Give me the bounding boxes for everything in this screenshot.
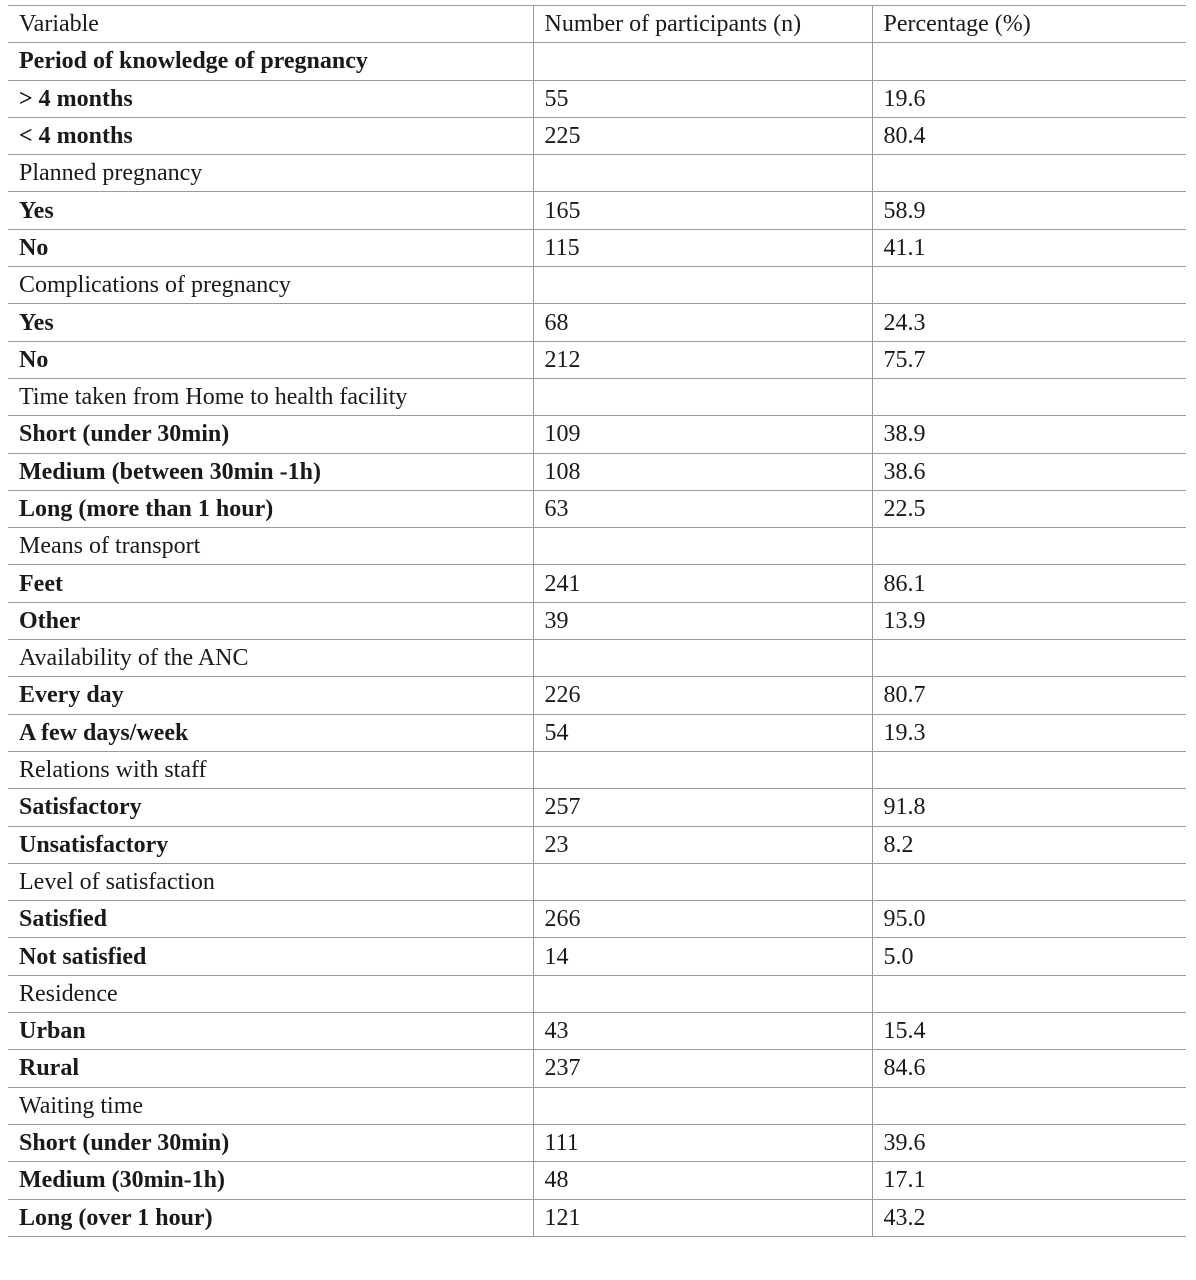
table-section-row: [8, 43, 1186, 80]
cell-number: [533, 378, 872, 415]
cell-percentage: [872, 267, 1186, 304]
table-section-row: [8, 267, 1186, 304]
cell-number: 257: [533, 789, 872, 826]
cell-variable: Medium (between 30min -1h): [8, 453, 533, 490]
table-row: [8, 1199, 1186, 1236]
cell-variable: Short (under 30min): [8, 416, 533, 453]
cell-number: 115: [533, 229, 872, 266]
cell-percentage: 38.6: [872, 453, 1186, 490]
header-percentage: Percentage (%): [872, 6, 1186, 43]
cell-percentage: 43.2: [872, 1199, 1186, 1236]
cell-percentage: 58.9: [872, 192, 1186, 229]
cell-number: [533, 751, 872, 788]
cell-variable: Complications of pregnancy: [8, 267, 533, 304]
cell-variable: A few days/week: [8, 714, 533, 751]
cell-number: [533, 155, 872, 192]
cell-variable: No: [8, 341, 533, 378]
cell-percentage: 24.3: [872, 304, 1186, 341]
cell-variable: Relations with staff: [8, 751, 533, 788]
table-row: [8, 714, 1186, 751]
cell-variable: Waiting time: [8, 1087, 533, 1124]
cell-number: 39: [533, 602, 872, 639]
cell-percentage: 86.1: [872, 565, 1186, 602]
table-row: [8, 938, 1186, 975]
table-section-row: [8, 751, 1186, 788]
table-row: [8, 677, 1186, 714]
cell-number: 212: [533, 341, 872, 378]
cell-percentage: 5.0: [872, 938, 1186, 975]
cell-number: 121: [533, 1199, 872, 1236]
cell-number: [533, 43, 872, 80]
cell-number: 165: [533, 192, 872, 229]
cell-percentage: 17.1: [872, 1162, 1186, 1199]
table-row: [8, 416, 1186, 453]
cell-percentage: 95.0: [872, 901, 1186, 938]
cell-number: 63: [533, 490, 872, 527]
cell-number: [533, 267, 872, 304]
table-row: [8, 80, 1186, 117]
cell-percentage: [872, 1087, 1186, 1124]
cell-number: 14: [533, 938, 872, 975]
cell-variable: Every day: [8, 677, 533, 714]
cell-number: 48: [533, 1162, 872, 1199]
cell-number: 226: [533, 677, 872, 714]
cell-number: [533, 1087, 872, 1124]
table-section-row: [8, 863, 1186, 900]
table-row: [8, 453, 1186, 490]
table-body: [8, 43, 1186, 1237]
cell-variable: Unsatisfactory: [8, 826, 533, 863]
cell-variable: Urban: [8, 1013, 533, 1050]
table-row: [8, 789, 1186, 826]
cell-percentage: [872, 378, 1186, 415]
cell-number: 266: [533, 901, 872, 938]
cell-variable: Availability of the ANC: [8, 640, 533, 677]
table-row: [8, 1050, 1186, 1087]
table-section-row: [8, 975, 1186, 1012]
cell-number: [533, 640, 872, 677]
cell-number: 109: [533, 416, 872, 453]
cell-variable: > 4 months: [8, 80, 533, 117]
cell-number: 68: [533, 304, 872, 341]
cell-percentage: [872, 43, 1186, 80]
cell-percentage: 80.4: [872, 117, 1186, 154]
cell-variable: Medium (30min-1h): [8, 1162, 533, 1199]
table-section-row: [8, 155, 1186, 192]
cell-number: 23: [533, 826, 872, 863]
table-row: [8, 602, 1186, 639]
cell-variable: Residence: [8, 975, 533, 1012]
header-variable: Variable: [8, 6, 533, 43]
cell-variable: Means of transport: [8, 528, 533, 565]
table-row: [8, 1124, 1186, 1161]
cell-variable: Long (over 1 hour): [8, 1199, 533, 1236]
table-row: [8, 565, 1186, 602]
table-section-row: [8, 378, 1186, 415]
table-row: [8, 304, 1186, 341]
cell-variable: Time taken from Home to health facility: [8, 378, 533, 415]
cell-percentage: 22.5: [872, 490, 1186, 527]
cell-percentage: 41.1: [872, 229, 1186, 266]
cell-variable: Rural: [8, 1050, 533, 1087]
header-number: Number of participants (n): [533, 6, 872, 43]
cell-percentage: 13.9: [872, 602, 1186, 639]
table-row: [8, 1013, 1186, 1050]
cell-variable: Yes: [8, 304, 533, 341]
table-section-row: [8, 1087, 1186, 1124]
cell-number: 111: [533, 1124, 872, 1161]
cell-percentage: 38.9: [872, 416, 1186, 453]
cell-percentage: [872, 863, 1186, 900]
table-row: [8, 192, 1186, 229]
cell-percentage: 75.7: [872, 341, 1186, 378]
cell-number: 237: [533, 1050, 872, 1087]
cell-percentage: 19.3: [872, 714, 1186, 751]
cell-percentage: 39.6: [872, 1124, 1186, 1161]
table-section-row: [8, 640, 1186, 677]
table-row: [8, 901, 1186, 938]
cell-variable: Feet: [8, 565, 533, 602]
cell-variable: Not satisfied: [8, 938, 533, 975]
cell-variable: Yes: [8, 192, 533, 229]
cell-percentage: 91.8: [872, 789, 1186, 826]
cell-variable: Satisfied: [8, 901, 533, 938]
cell-number: 108: [533, 453, 872, 490]
table-section-row: [8, 528, 1186, 565]
table-row: [8, 341, 1186, 378]
cell-percentage: 15.4: [872, 1013, 1186, 1050]
cell-number: 225: [533, 117, 872, 154]
cell-variable: Planned pregnancy: [8, 155, 533, 192]
table-row: [8, 229, 1186, 266]
cell-percentage: 19.6: [872, 80, 1186, 117]
cell-variable: < 4 months: [8, 117, 533, 154]
cell-percentage: 80.7: [872, 677, 1186, 714]
cell-variable: Long (more than 1 hour): [8, 490, 533, 527]
table-row: [8, 826, 1186, 863]
cell-variable: No: [8, 229, 533, 266]
cell-percentage: [872, 640, 1186, 677]
table-header-row: [8, 6, 1186, 43]
table-row: [8, 490, 1186, 527]
cell-variable: Period of knowledge of pregnancy: [8, 43, 533, 80]
cell-variable: Satisfactory: [8, 789, 533, 826]
data-table: [8, 5, 1186, 1237]
cell-variable: Level of satisfaction: [8, 863, 533, 900]
cell-number: [533, 975, 872, 1012]
table-row: [8, 1162, 1186, 1199]
cell-percentage: [872, 751, 1186, 788]
cell-number: 55: [533, 80, 872, 117]
cell-number: [533, 863, 872, 900]
data-table-container: [8, 5, 1186, 1237]
cell-number: 54: [533, 714, 872, 751]
cell-percentage: 8.2: [872, 826, 1186, 863]
table-row: [8, 117, 1186, 154]
cell-percentage: 84.6: [872, 1050, 1186, 1087]
cell-percentage: [872, 975, 1186, 1012]
cell-variable: Other: [8, 602, 533, 639]
cell-number: 241: [533, 565, 872, 602]
cell-variable: Short (under 30min): [8, 1124, 533, 1161]
cell-percentage: [872, 155, 1186, 192]
cell-number: [533, 528, 872, 565]
cell-percentage: [872, 528, 1186, 565]
cell-number: 43: [533, 1013, 872, 1050]
